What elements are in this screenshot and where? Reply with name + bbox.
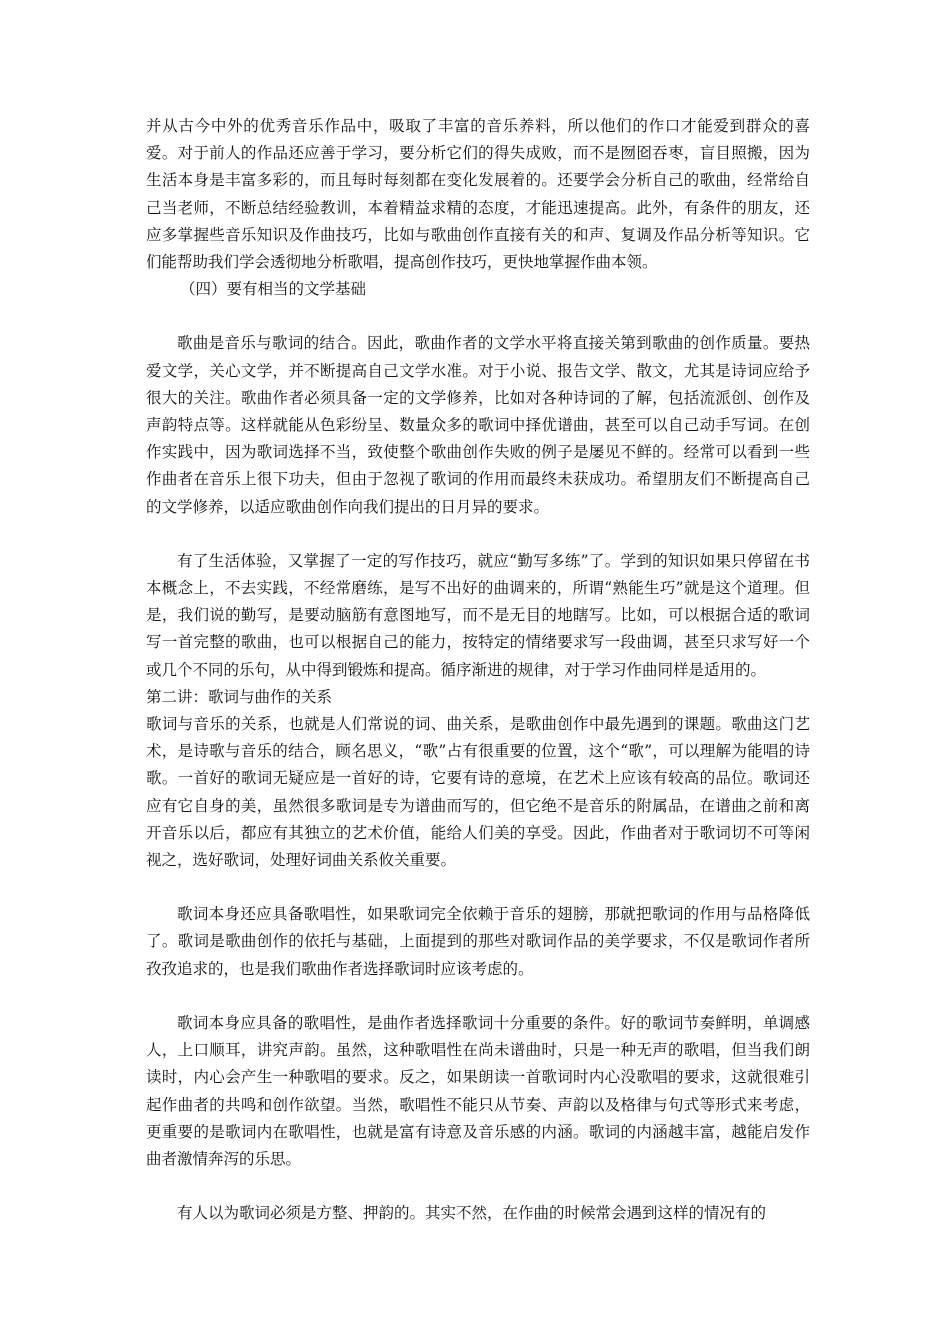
paragraph-singability-condition: 歌词本身应具备的歌唱性，是曲作者选择歌词十分重要的条件。好的歌词节奏鲜明，单调感人，上口顺耳，讲究声韵。虽然，这种歌唱性在尚未谱曲时，只是一种无声的歌唱，但当我们朗读时，内心会产生一种歌唱的要求。反之，如果朗读一首歌词时内心没歌唱的要求，这就很难引起作曲者的共鸣和创作欲望。当然，歌唱性不能只从节奏、声韵以及格律与句式等形式来考虑，更重要的是歌词内在歌唱性，也就是富有诗意及音乐感的内涵。歌词的内涵越丰富，越能启发作曲者激情奔泻的乐思。	[146, 1013, 810, 1168]
paragraph-literary-foundation: 歌曲是音乐与歌词的结合。因此，歌曲作者的文学水平将直接关第到歌曲的创作质量。要热爱文学，关心文学，并不断提高自己文学水准。对于小说、报告文学、散文，尤其是诗词应给予很大的关注。歌曲作者必须具备一定的文学修养，比如对各种诗词的了解，包括流派创、创作及声韵特点等。这样就能从色彩纷呈、数量众多的歌词中择优谱曲，甚至可以自己动手写词。在创作实践中，因为歌词选择不当，致使整个歌曲创作失败的例子是屡见不鲜的。经常可以看到一些作曲者在音乐上很下功夫，但由于忽视了歌词的作用而最终未获成功。希望朋友们不断提高自己的文学修养，以适应歌曲创作向我们提出的日月异的要求。	[146, 334, 810, 516]
paragraph-continuation: 并从古今中外的优秀音乐作品中，吸取了丰富的音乐养料，所以他们的作口才能爱到群众的喜爱。对于前人的作品还应善于学习，要分析它们的得失成败，而不是囫囵吞枣，盲目照搬，因为生活本身是丰富多彩的，而且每时每刻都在变化发展着的。还要学会分析自己的歌曲，经常给自己当老师，不断总结经验教训，本着精益求精的态度，才能迅速提高。此外，有条件的朋友，还应多掌握些音乐知识及作曲技巧，比如与歌曲创作直接有关的和声、复调及作品分析等知识。它们能帮助我们学会透彻地分析歌唱，提高创作技巧，更快地掌握作曲本领。	[146, 117, 810, 272]
section-heading-literary-foundation: （四）要有相当的文学基础	[180, 280, 367, 299]
paragraph-rhyme-note: 有人以为歌词必须是方整、押韵的。其实不然，在作曲的时候常会遇到这样的情况有的	[177, 1204, 767, 1223]
lecture-title: 第二讲：歌词与曲作的关系	[146, 687, 333, 706]
paragraph-practice-writing: 有了生活体验，又掌握了一定的写作技巧，就应“勤写多练”了。学到的知识如果只停留在书本概念上，不去实践，不经常磨练，是写不出好的曲调来的，所谓“熟能生巧”就是这个道理。但是，我们说的勤写，是要动脑筋有意图地写，而不是无目的地瞎写。比如，可以根据合适的歌词写一首完整的歌曲，也可以根据自己的能力，按特定的情绪要求写一段曲调，甚至只求写好一个或几个不同的乐句，从中得到锻炼和提高。循序渐进的规律，对于学习作曲同样是适用的。	[146, 551, 810, 679]
paragraph-lyrics-music-relation: 歌词与音乐的关系，也就是人们常说的词、曲关系，是歌曲创作中最先遇到的课题。歌曲这门艺术，是诗歌与音乐的结合，顾名思义，“歌”占有很重要的位置，这个“歌”，可以理解为能唱的诗歌。一首好的歌词无疑应是一首好的诗，它要有诗的意境，在艺术上应该有较高的品位。歌词还应有它自身的美，虽然很多歌词是专为谱曲而写的，但它绝不是音乐的附属品，在谱曲之前和离开音乐以后，都应有其独立的艺术价值，能给人们美的享受。因此，作曲者对于歌词切不可等闲视之，选好歌词，处理好词曲关系攸关重要。	[146, 715, 810, 870]
paragraph-lyrics-singability: 歌词本身还应具备歌唱性，如果歌词完全依赖于音乐的翅膀，那就把歌词的作用与品格降低了。歌词是歌曲创作的依托与基础，上面提到的那些对歌词作品的美学要求，不仅是歌词作者所孜孜追求的，也是我们歌曲作者选择歌词时应该考虑的。	[146, 905, 810, 978]
